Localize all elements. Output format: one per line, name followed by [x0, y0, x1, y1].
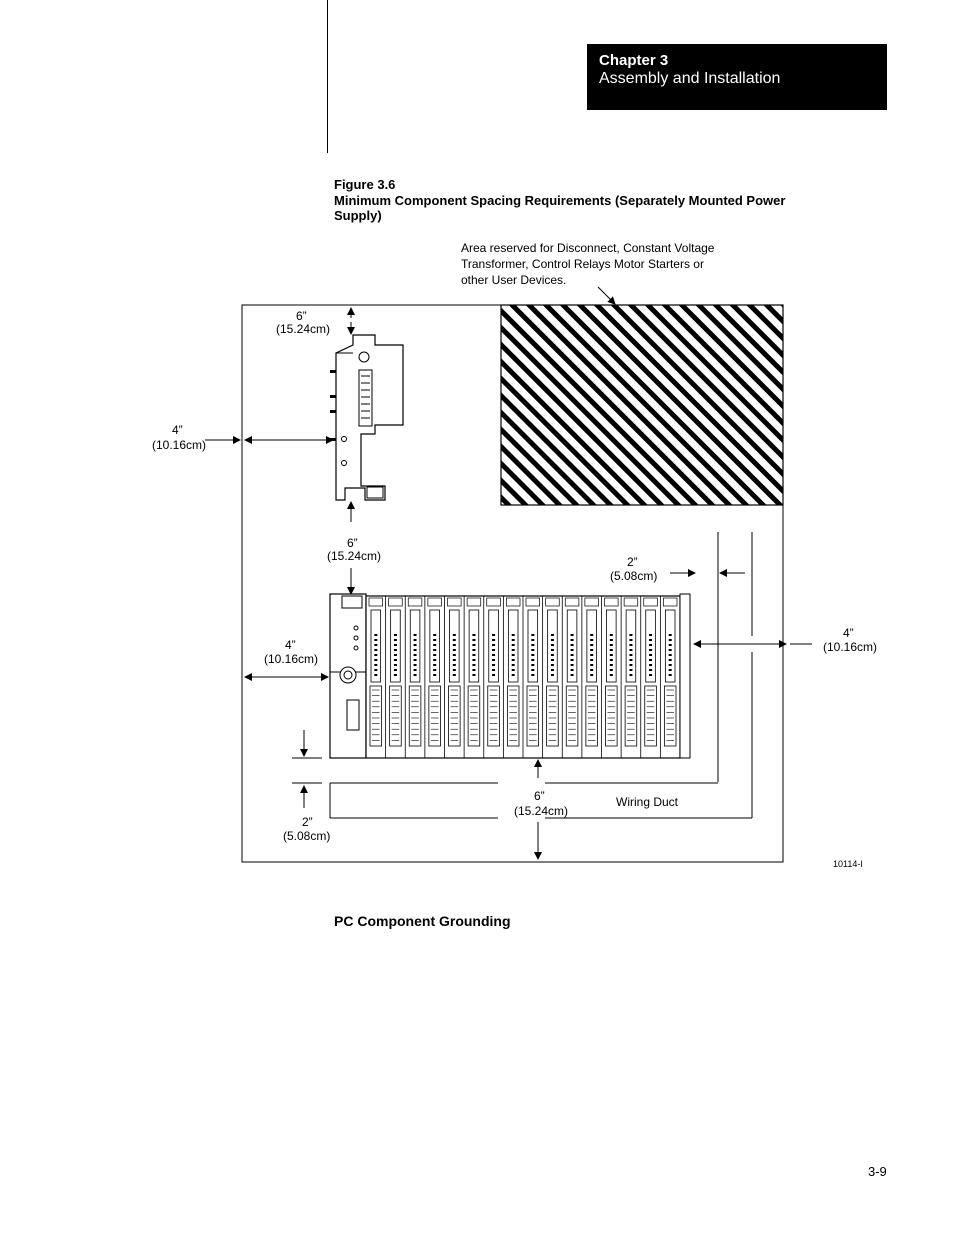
module-indicator: [492, 669, 495, 671]
ps-left-dim-metric: (10.16cm): [152, 438, 207, 452]
module-indicator: [453, 639, 456, 641]
module-indicator: [571, 664, 574, 666]
module-indicator: [571, 639, 574, 641]
terminal-block: [429, 686, 441, 746]
chapter-number: Chapter 3: [599, 52, 669, 69]
terminal-block: [370, 686, 382, 746]
module-indicator: [531, 654, 534, 656]
ps-bottom-dim-value: 6”: [347, 536, 358, 550]
module-indicator: [669, 669, 672, 671]
module-indicator: [492, 639, 495, 641]
module-indicator: [610, 674, 613, 676]
slot-latch: [644, 598, 658, 606]
module-indicator: [590, 669, 593, 671]
module-indicator: [512, 674, 515, 676]
chassis-left-dim-metric: (10.16cm): [264, 652, 319, 666]
module-indicator: [433, 654, 436, 656]
module-indicator: [512, 659, 515, 661]
reserved-note-line-1: Area reserved for Disconnect, Constant Voltage: [461, 241, 715, 255]
module-indicator: [649, 654, 652, 656]
module-indicator: [610, 649, 613, 651]
lower-duct-dim-value: 2”: [302, 815, 313, 829]
module-indicator: [394, 669, 397, 671]
module-indicator: [551, 634, 554, 636]
module-indicator: [551, 644, 554, 646]
slot-latch: [408, 598, 422, 606]
module-indicator: [610, 669, 613, 671]
module-indicator: [512, 654, 515, 656]
ps-left-dim-value: 4”: [172, 423, 183, 437]
module-indicator: [453, 654, 456, 656]
module-indicator: [531, 659, 534, 661]
module-indicator: [394, 649, 397, 651]
module-indicator: [414, 634, 417, 636]
terminal-block: [586, 686, 598, 746]
module-indicator: [374, 649, 377, 651]
slot-latch: [389, 598, 403, 606]
section-heading: PC Component Grounding: [334, 913, 511, 929]
module-indicator: [669, 674, 672, 676]
module-indicator: [629, 674, 632, 676]
terminal-block: [488, 686, 500, 746]
module-indicator: [610, 659, 613, 661]
module-indicator: [610, 639, 613, 641]
module-indicator: [433, 639, 436, 641]
module-indicator: [374, 659, 377, 661]
module-indicator: [571, 649, 574, 651]
module-indicator: [472, 644, 475, 646]
slot-latch: [448, 598, 462, 606]
module-indicator: [492, 674, 495, 676]
module-indicator: [453, 644, 456, 646]
module-indicator: [629, 639, 632, 641]
slot-latch: [369, 598, 383, 606]
module-indicator: [374, 664, 377, 666]
ps-bottom-dim-metric: (15.24cm): [327, 549, 382, 563]
module-indicator: [551, 674, 554, 676]
module-indicator: [551, 659, 554, 661]
module-indicator: [669, 654, 672, 656]
module-indicator: [590, 664, 593, 666]
module-indicator: [590, 644, 593, 646]
slot-latch: [565, 598, 579, 606]
ps-top-dim-value: 6”: [296, 309, 307, 323]
module-indicator: [394, 659, 397, 661]
module-indicator: [669, 664, 672, 666]
slot-latch: [487, 598, 501, 606]
module-indicator: [551, 654, 554, 656]
module-indicator: [629, 659, 632, 661]
module-indicator: [394, 644, 397, 646]
module-indicator: [649, 664, 652, 666]
module-indicator: [374, 634, 377, 636]
terminal-block: [664, 686, 676, 746]
module-indicator: [571, 634, 574, 636]
module-indicator: [394, 654, 397, 656]
module-indicator: [394, 634, 397, 636]
terminal-block: [449, 686, 461, 746]
module-indicator: [590, 649, 593, 651]
chapter-title: Assembly and Installation: [599, 70, 781, 87]
module-indicator: [551, 664, 554, 666]
module-indicator: [571, 669, 574, 671]
module-indicator: [531, 669, 534, 671]
module-indicator: [472, 664, 475, 666]
module-indicator: [531, 664, 534, 666]
module-indicator: [414, 664, 417, 666]
slot-latch: [546, 598, 560, 606]
terminal-block: [468, 686, 480, 746]
module-indicator: [669, 639, 672, 641]
module-indicator: [492, 644, 495, 646]
terminal-block: [507, 686, 519, 746]
module-indicator: [590, 639, 593, 641]
module-indicator: [649, 669, 652, 671]
module-indicator: [531, 639, 534, 641]
module-indicator: [453, 634, 456, 636]
lower-duct-dim-metric: (5.08cm): [283, 829, 331, 843]
module-indicator: [649, 649, 652, 651]
io-chassis: [330, 594, 690, 758]
module-indicator: [610, 634, 613, 636]
module-indicator: [374, 644, 377, 646]
module-indicator: [394, 674, 397, 676]
chassis-right-dim-metric: (10.16cm): [823, 640, 878, 654]
module-indicator: [512, 644, 515, 646]
page-number: 3-9: [868, 1164, 887, 1179]
module-indicator: [629, 654, 632, 656]
module-indicator: [492, 654, 495, 656]
figure-caption: Minimum Component Spacing Requirements (Separately Mounted Power Supply): [334, 193, 786, 223]
module-indicator: [590, 634, 593, 636]
module-indicator: [590, 674, 593, 676]
slot-latch: [585, 598, 599, 606]
module-indicator: [433, 634, 436, 636]
module-indicator: [531, 634, 534, 636]
module-indicator: [414, 644, 417, 646]
module-indicator: [571, 644, 574, 646]
module-indicator: [629, 664, 632, 666]
module-indicator: [531, 649, 534, 651]
terminal-block: [527, 686, 539, 746]
wiring-duct-label: Wiring Duct: [616, 795, 679, 809]
module-indicator: [571, 674, 574, 676]
module-indicator: [669, 649, 672, 651]
module-indicator: [551, 669, 554, 671]
reserved-note-line-3: other User Devices.: [461, 273, 567, 287]
module-indicator: [472, 639, 475, 641]
module-indicator: [629, 644, 632, 646]
module-indicator: [433, 649, 436, 651]
module-indicator: [610, 644, 613, 646]
slot-latch: [605, 598, 619, 606]
module-indicator: [649, 674, 652, 676]
reserved-note-line-2: Transformer, Control Relays Motor Starters or: [461, 257, 704, 271]
module-indicator: [590, 659, 593, 661]
module-indicator: [512, 664, 515, 666]
reserved-area: [501, 305, 783, 505]
module-indicator: [453, 669, 456, 671]
module-indicator: [610, 654, 613, 656]
terminal-block: [606, 686, 618, 746]
module-indicator: [414, 639, 417, 641]
module-indicator: [551, 639, 554, 641]
module-indicator: [453, 659, 456, 661]
module-indicator: [531, 674, 534, 676]
module-indicator: [374, 654, 377, 656]
module-indicator: [512, 634, 515, 636]
module-indicator: [571, 654, 574, 656]
chassis-bottom-dim-metric: (15.24cm): [514, 804, 569, 818]
module-indicator: [374, 639, 377, 641]
module-indicator: [512, 669, 515, 671]
terminal-block: [625, 686, 637, 746]
module-indicator: [472, 649, 475, 651]
module-indicator: [649, 644, 652, 646]
duct-gap-dim-metric: (5.08cm): [610, 569, 658, 583]
terminal-block: [566, 686, 578, 746]
module-indicator: [414, 649, 417, 651]
module-indicator: [472, 659, 475, 661]
module-indicator: [551, 649, 554, 651]
module-indicator: [531, 644, 534, 646]
module-indicator: [649, 634, 652, 636]
module-indicator: [433, 674, 436, 676]
module-indicator: [472, 654, 475, 656]
terminal-block: [390, 686, 402, 746]
module-indicator: [453, 674, 456, 676]
terminal-block: [645, 686, 657, 746]
module-indicator: [649, 659, 652, 661]
module-indicator: [492, 659, 495, 661]
module-indicator: [414, 669, 417, 671]
module-indicator: [629, 669, 632, 671]
figure-number: Figure 3.6: [334, 177, 396, 192]
slot-latch: [526, 598, 540, 606]
terminal-block: [547, 686, 559, 746]
module-indicator: [472, 674, 475, 676]
slot-latch: [624, 598, 638, 606]
module-indicator: [629, 649, 632, 651]
module-indicator: [453, 649, 456, 651]
module-indicator: [629, 634, 632, 636]
module-indicator: [433, 644, 436, 646]
power-supply: [330, 335, 403, 500]
slot-latch: [467, 598, 481, 606]
figure-id: 10114-I: [833, 859, 863, 869]
chassis-bottom-dim-value: 6”: [534, 789, 545, 803]
module-indicator: [453, 664, 456, 666]
module-indicator: [512, 639, 515, 641]
module-indicator: [669, 634, 672, 636]
slot-latch: [428, 598, 442, 606]
module-indicator: [492, 649, 495, 651]
module-indicator: [610, 664, 613, 666]
module-indicator: [492, 664, 495, 666]
slot-latch: [663, 598, 677, 606]
module-indicator: [414, 654, 417, 656]
module-indicator: [414, 674, 417, 676]
module-indicator: [571, 659, 574, 661]
module-indicator: [394, 664, 397, 666]
slot-latch: [506, 598, 520, 606]
module-indicator: [669, 644, 672, 646]
ps-top-dim-metric: (15.24cm): [276, 322, 331, 336]
module-indicator: [492, 634, 495, 636]
module-indicator: [472, 669, 475, 671]
module-indicator: [394, 639, 397, 641]
chassis-right-dim-value: 4”: [843, 626, 854, 640]
duct-gap-dim-value: 2”: [627, 555, 638, 569]
module-indicator: [649, 639, 652, 641]
chassis-left-dim-value: 4”: [285, 638, 296, 652]
module-indicator: [590, 654, 593, 656]
module-indicator: [374, 669, 377, 671]
module-indicator: [433, 669, 436, 671]
module-indicator: [414, 659, 417, 661]
module-indicator: [472, 634, 475, 636]
module-indicator: [512, 649, 515, 651]
module-indicator: [374, 674, 377, 676]
reserved-note-arrow: [598, 287, 615, 304]
terminal-block: [409, 686, 421, 746]
module-indicator: [433, 659, 436, 661]
module-indicator: [669, 659, 672, 661]
module-indicator: [433, 664, 436, 666]
